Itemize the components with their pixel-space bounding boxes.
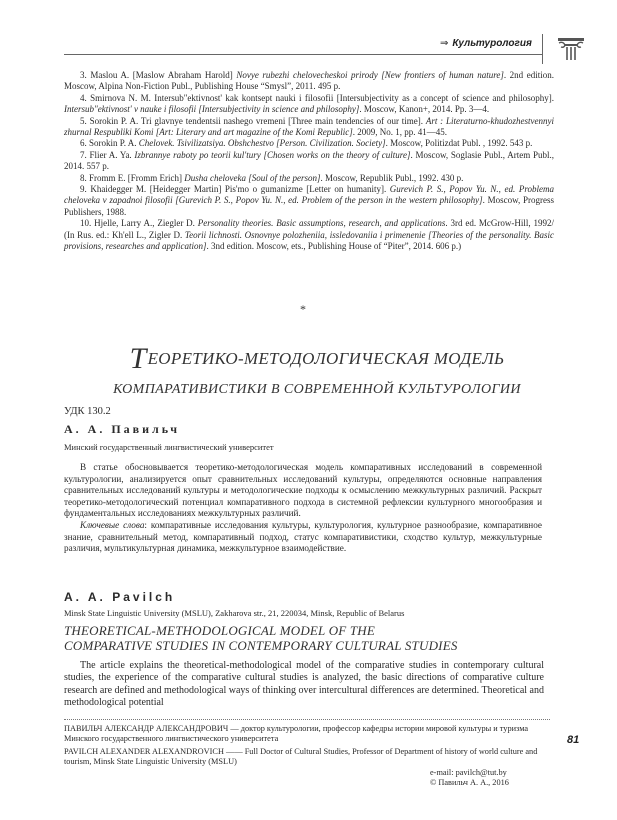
title-dropcap: Т [129,342,147,375]
article-title-ru [80,342,554,398]
author-contacts [430,768,509,788]
reference-item: 8. Fromm E. [Fromm Erich] Dusha cheloveka [Soul of the person]. Moscow, Republik Publ., 1992. 430 p. [80,172,464,183]
author-name-en: A. A. Pavilch [64,590,176,604]
footnote-en: PAVILCH ALEXANDER ALEXANDROVICH —— Full Doctor of Cultural Studies, Professor of Department of history of world culture and tourism, Minsk State Linguistic University (MSLU) [64,746,538,767]
reference-item: 6. Sorokin P. A. Chelovek. Tsivilizatsiya. Obshchestvo [Person. Civilization. Society]. Moscow, Politizdat Publ. , 1992. 543 p. [80,138,533,149]
arrow-icon: ⇒ [440,38,449,49]
abstract-en-text: The article explains the theoretical-methodological model of the comparative studies in contemporary cultural studies, the experience of the comparative cultural studies is analyzed, the basic directions of comparative culture research are defined and methodological ways of thinking over intercultural differences are determined. Theoretical and methodological potential [64,660,544,708]
article-title-en [64,624,542,653]
affiliation-ru: Минский государственный лингвистический университет [64,442,274,452]
reference-item: 5. Sorokin P. A. Tri glavnye tendentsii nashego vremeni [Three main tendencies of our time]. Art : Literaturno-khudozhestvennyi zhurnal Respubliki Komi [Art: Literary and art magazine of the Komi Republic]. 2009, No. 1, pp. 41—45. [64,115,554,138]
udk-code: УДК 130.2 [64,406,111,417]
reference-item: 9. Khaidegger M. [Heidegger Martin] Pis'mo o gumanizme [Letter on humanity]. Gurevich P. S., Popov Yu. N., ed. Problema cheloveka v zapadnoi filosofii [Gurevich P. S., Popov Yu. N., ed. Problem of the person in the western philosophy]. Moscow, Progress Publishers, 1988. [64,184,554,217]
section-separator: * [300,302,306,316]
copyright: © Павильч А. А., 2016 [430,778,509,788]
abstract-en [64,660,544,709]
footnote-rule [64,719,550,720]
reference-list [64,70,554,253]
title-en-line-1: THEORETICAL-METHODOLOGICAL MODEL OF THE [64,623,376,638]
reference-item: 4. Smirnova N. M. Intersub"ektivnost' kak kontsept nauki i filosofii [Intersubjectivity as a concept of science and philosophy]. Intersub"ektivnost' v nauke i filosofii [Intersubjectivity in science and philosophy]. Moscow, Kanon+, 2014. Pp. 3—4. [64,92,554,115]
affiliation-en: Minsk State Linguistic University (MSLU), Zakharova str., 21, 220034, Minsk, Republic of Belarus [64,608,405,618]
section-name: Культурология [452,38,532,49]
keywords: Ключевые слова: компаративные исследования культуры, культурология, культурное разнообразие, компаративное знание, сравнительный метод, компаративный подход, статус компаративистики, сходство культур, межкультурные различия, мультикультурная динамика, межкультурное взаимодействие. [64,519,542,554]
column-capital-icon [556,36,586,62]
title-line-1: ТЕОРЕТИКО-МЕТОДОЛОГИЧЕСКАЯ МОДЕЛЬ [129,342,505,375]
footnote-ru: ПАВИЛЬЧ АЛЕКСАНДР АЛЕКСАНДРОВИЧ — доктор культурологии, профессор кафедры истории мировой культуры и туризма Минского государственного лингвистического университета [64,724,529,744]
reference-item: 10. Hjelle, Larry A., Ziegler D. Personality theories. Basic assumptions, research, and applications. 3rd ed. McGrow-Hill, 1992/ (In Rus. ed.: Kh'ell L., Zigler D. Teorii lichnosti. Osnovnye polozheniia, issledovaniia i primenenie [Theories of the personality. Basic provisions, researches and application]. 3nd edition. Moscow, ets., Publishing House of “Piter”, 2014. 606 p.) [64,218,554,252]
reference-item: 3. Maslou A. [Maslow Abraham Harold] Novye rubezhi chelovecheskoi prirody [New frontiers of human nature]. 2nd edition. Moscow, Alpina Non-Fiction Publ., Publishing House “Smysl”, 2011. 495 p. [64,70,554,92]
author-name-ru: А. А. Павильч [64,422,180,436]
title-en-line-2: COMPARATIVE STUDIES IN CONTEMPORARY CULTURAL STUDIES [64,637,458,653]
reference-item: 7. Flier A. Ya. Izbrannye raboty po teorii kul'tury [Chosen works on the theory of culture]. Moscow, Soglasie Publ., Artem Publ., 2014. 557 p. [64,149,555,172]
abstract-ru [64,462,542,555]
page-number: 81 [567,734,580,746]
running-header [440,38,532,49]
header-rule [64,54,542,55]
author-email: e-mail: pavilch@tut.by [430,768,507,777]
title-line-2: КОМПАРАТИВИСТИКИ В СОВРЕМЕННОЙ КУЛЬТУРОЛОГИИ [113,382,521,397]
abstract-text: В статье обосновывается теоретико-методологическая модель компаративных исследований в современной культурологии, анализируется опыт сравнительных исследований культуры, определяются основные направления сравнительных исследований культуры и методологические подходы к осмыслению межкультурных различий. Раскрыт теоретико-методологический потенциал компаративного подхода в системной рефлексии культурного многообразия и фундаментальных исследованиях межкультурных различий. [64,462,542,519]
author-footnote [64,724,544,768]
